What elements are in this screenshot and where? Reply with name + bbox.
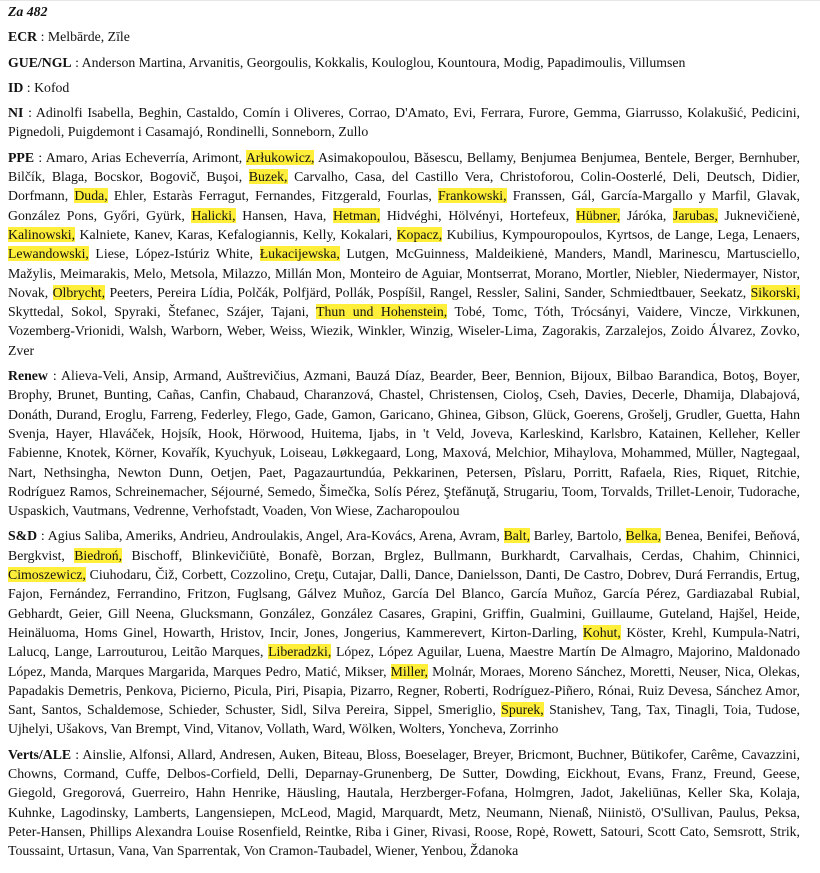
member-names: Molnár, Moraes, Moreno Sánchez, Moretti, Neuser, Nica, Olekas, Papadakis Demetris, Penkova, Picierno, Picula, Piri, Pisapia, Pizarro, Regner, Roberti, Rodríguez-Piñero, Rónai, Ruiz Devesa, Sánchez Amor, Sant, Santos, Schaldemose, Schieder, Schuster, Sidl, Silva Pereira, Sippel, Smeriglio,	[8, 663, 800, 718]
highlighted-member-name: Halicki,	[191, 207, 236, 223]
highlighted-member-name: Arłukowicz,	[245, 149, 315, 165]
highlighted-member-name: Lewandowski,	[8, 246, 89, 262]
vote-list	[8, 27, 800, 860]
group-label: Renew	[8, 368, 48, 384]
highlighted-member-name: Hübner,	[575, 207, 621, 223]
page-top-border	[0, 0, 820, 1]
group-label: S&D	[8, 528, 38, 544]
member-names: Agius Saliba, Ameriks, Andrieu, Androulakis, Angel, Ara-Kovács, Arena, Avram,	[47, 528, 504, 544]
member-names: Hidvéghi, Hölvényi, Hortefeux,	[380, 207, 576, 223]
group-paragraph	[8, 148, 800, 360]
highlighted-member-name: Belka,	[625, 528, 662, 544]
group-label: Verts/ALE	[8, 746, 72, 762]
highlighted-member-name: Thun und Hohenstein,	[316, 304, 448, 320]
group-paragraph	[8, 27, 800, 46]
highlighted-member-name: Biedroń,	[74, 547, 123, 563]
member-names: Asimakopoulou, Băsescu, Bellamy, Benjumea Benjumea, Bentele, Berger, Bernhuber, Bilčík, Blaga, Bocskor, Bogovič, Buşoi,	[8, 149, 800, 185]
highlighted-member-name: Cimoszewicz,	[8, 567, 86, 583]
group-paragraph	[8, 366, 800, 520]
highlighted-member-name: Łukacijewska,	[259, 246, 340, 262]
highlighted-member-name: Balt,	[503, 528, 531, 544]
label-separator: :	[23, 105, 36, 121]
member-names: Kubilius, Kympouropoulos, Kyrtsos, de Lange, Lega, Lenaers,	[442, 226, 800, 242]
member-names: Ehler, Estaràs Ferragut, Fernandes, Fitzgerald, Fourlas,	[107, 188, 438, 204]
member-names: Ciuhodaru, Čiž, Corbett, Cozzolino, Creţu, Cutajar, Dalli, Dance, Danielsson, Danti, De Castro, Dobrev, Durá Ferrandis, Ertug, Fajon, Fernández, Ferrandino, Fritzon, Fuglsang, Gálvez Muñoz, García Del Blanco, García Muñoz, García Pérez, Gardiazabal Rubial, Gebhardt, Geier, Gill Neena, Glucksmann, González, González Casares, Grapini, Griffin, Gualmini, Guillaume, Guteland, Hajšel, Heide, Heinäluoma, Homs Ginel, Howarth, Hristov, Incir, Jones, Jongerius, Kammerevert, Kirton-Darling,	[8, 567, 800, 640]
member-names: Járóka,	[620, 207, 674, 223]
member-names: Tobé, Tomc, Tóth, Trócsányi, Vaidere, Vincze, Virkkunen, Vozemberg-Vrionidi, Walsh, Warborn, Weber, Weiss, Wiezik, Winkler, Winzig, Wiseler-Lima, Zagorakis, Zarzalejos, Zoido Álvarez, Zovko, Zver	[8, 304, 800, 358]
member-names: Stanishev, Tang, Tax, Tinagli, Toia, Tudose, Ujhelyi, Ušakovs, Van Brempt, Vind, Vitanov, Vollath, Ward, Wölken, Wolters, Yoncheva, Zorrinho	[8, 702, 800, 737]
member-names: López, López Aguilar, Luena, Maestre Martín De Almagro, Majorino, Maldonado López, Manda, Marques Margarida, Marques Pedro, Matić, Mikser,	[8, 644, 801, 679]
group-label: ECR	[8, 29, 38, 45]
label-separator: :	[23, 79, 35, 95]
group-label: ID	[8, 79, 24, 95]
highlighted-member-name: Jarubas,	[673, 207, 718, 223]
member-names: Peeters, Pereira Lídia, Polčák, Polfjärd, Pollák, Pospíšil, Rangel, Ressler, Salini, Sander, Schmiedtbauer, Seekatz,	[105, 284, 751, 300]
highlighted-member-name: Hetman,	[333, 207, 381, 223]
member-names: Lutgen, McGuinness, Maldeikienė, Manders, Mandl, Marinescu, Martusciello, Mažylis, Meimarakis, Melo, Metsola, Milazzo, Millán Mon, Monteiro de Aguiar, Montserrat, Morano, Mortler, Niebler, Niedermayer, Nistor, Novak,	[8, 246, 800, 300]
member-names: Juknevičienė,	[717, 207, 801, 223]
document-title: Za 482	[8, 4, 48, 19]
group-paragraph	[8, 103, 800, 142]
member-names: Kalniete, Kanev, Karas, Kefalogiannis, Kelly, Kokalari,	[75, 226, 397, 242]
highlighted-member-name: Kalinowski,	[8, 226, 76, 242]
member-names: Amaro, Arias Echeverría, Arimont,	[45, 149, 246, 165]
member-names: Liese, López-Istúriz White,	[88, 246, 260, 262]
member-names: Ainslie, Alfonsi, Allard, Andresen, Auken, Biteau, Bloss, Boeselager, Breyer, Bricmont, Buchner, Bütikofer, Carême, Cavazzini, Chowns, Cormand, Cuffe, Delbos-Corfield, Delli, Deparnay-Grunenberg, De Sutter, Dowding, Eickhout, Evans, Franz, Freund, Geese, Giegold, Gregorová, Guerreiro, Hahn Henrike, Häusling, Hautala, Herzberger-Fofana, Holmgren, Jadot, Jakeliūnas, Keller Ska, Kolaja, Kuhnke, Lagodinsky, Lamberts, Langensiepen, McLeod, Magid, Marquardt, Metz, Neumann, Nienaß, Niinistö, O'Sullivan, Paulus, Peksa, Peter-Hansen, Phillips Alexandra Louise Rosenfield, Reintke, Riba i Giner, Rivasi, Roose, Ropė, Rowett, Satouri, Scott Cato, Semsrott, Strik, Toussaint, Urtasun, Vana, Van Sparrentak, Von Cramon-Taubadel, Wiener, Yenbou, Ždanoka	[8, 746, 800, 859]
highlighted-member-name: Sikorski,	[750, 284, 801, 300]
highlighted-member-name: Buzek,	[248, 169, 288, 185]
member-names: Bischoff, Blinkevičiūtė, Bonafè, Borzan, Brglez, Bullmann, Burkhardt, Carvalhais, Cerdas, Chahim, Chinnici,	[122, 547, 800, 563]
member-names: Köster, Krehl, Kumpula-Natri, Lalucq, Lange, Larrouturou, Leitão Marques,	[8, 624, 800, 660]
highlighted-member-name: Spurek,	[501, 702, 544, 718]
member-names: Melbārde, Zīle	[47, 29, 130, 45]
member-names: Carvalho, Casa, del Castillo Vera, Christoforou, Colin-Oosterlé, Deli, Deutsch, Didier, Dorfmann,	[8, 169, 800, 204]
member-names: Hansen, Hava,	[235, 207, 334, 223]
highlighted-member-name: Duda,	[74, 188, 108, 204]
group-paragraph	[8, 78, 800, 97]
label-separator: :	[37, 528, 48, 544]
group-label: PPE	[8, 149, 35, 165]
highlighted-member-name: Olbrycht,	[52, 284, 106, 300]
highlighted-member-name: Frankowski,	[437, 188, 507, 204]
member-names: Adinolfi Isabella, Beghin, Castaldo, Comín i Oliveres, Corrao, D'Amato, Evi, Ferrara, Furore, Gemma, Giarrusso, Kolakušić, Pedicini, Pignedoli, Puigdemont i Casamajó, Rondinelli, Sonneborn, Zullo	[8, 105, 800, 140]
group-paragraph	[8, 53, 800, 72]
label-separator: :	[34, 149, 46, 165]
member-names: Skyttedal, Sokol, Spyraki, Štefanec, Szájer, Tajani,	[8, 304, 317, 320]
group-label: GUE/NGL	[8, 54, 72, 70]
member-names: Barley, Bartolo,	[530, 528, 626, 544]
label-separator: :	[37, 29, 48, 45]
member-names: Kofod	[34, 79, 70, 95]
group-label: NI	[8, 105, 24, 121]
member-names: Anderson Martina, Arvanitis, Georgoulis, Kokkalis, Kouloglou, Kountoura, Modig, Papadimoulis, Villumsen	[81, 54, 686, 70]
group-paragraph	[8, 526, 800, 738]
label-separator: :	[71, 54, 82, 70]
member-names: Franssen, Gál, García-Margallo y Marfil, Glavak, González Pons, Győri, Gyürk,	[8, 188, 800, 223]
highlighted-member-name: Kopacz,	[396, 226, 443, 242]
label-separator: :	[71, 746, 83, 762]
member-names: Alieva-Veli, Ansip, Armand, Auštrevičius, Azmani, Bauzá Díaz, Bearder, Beer, Bennion, Bijoux, Bilbao Barandica, Botoş, Boyer, Brophy, Brunet, Bunting, Cañas, Canfin, Chabaud, Charanzová, Chastel, Christensen, Cioloş, Cseh, Davies, Decerle, Dhamija, Dlabajová, Donáth, Durand, Eroglu, Farreng, Federley, Flego, Gade, Gamon, Garicano, Ghinea, Gibson, Glück, Goerens, Grošelj, Grudler, Guetta, Hahn Svenja, Hayer, Hlaváček, Hojsík, Hook, Hörwood, Huitema, Ijabs, in 't Veld, Joveva, Karleskind, Karlsbro, Katainen, Kelleher, Keller Fabienne, Knotek, Körner, Kovařík, Kyuchyuk, Loiseau, Løkkegaard, Long, Maxová, Melchior, Mihaylova, Mohammed, Müller, Nagtegaal, Nart, Nethsingha, Newton Dunn, Oetjen, Paet, Pagazaurtundúa, Pekkarinen, Petersen, Pîslaru, Porritt, Rafaela, Ries, Riquet, Ritchie, Rodríguez Ramos, Schreinemacher, Séjourné, Semedo, Šimečka, Solís Pérez, Ştefănuţă, Strugariu, Toom, Torvalds, Trillet-Lenoir, Tudorache, Uspaskich, Vautmans, Vedrenne, Verhofstadt, Voaden, Von Wiese, Zacharopoulou	[8, 368, 800, 519]
label-separator: :	[47, 368, 62, 384]
highlighted-member-name: Miller,	[390, 663, 429, 679]
member-names: Benea, Benifei, Beňová, Bergkvist,	[8, 528, 800, 563]
highlighted-member-name: Kohut,	[582, 624, 621, 640]
group-paragraph	[8, 745, 800, 861]
highlighted-member-name: Liberadzki,	[268, 644, 332, 660]
